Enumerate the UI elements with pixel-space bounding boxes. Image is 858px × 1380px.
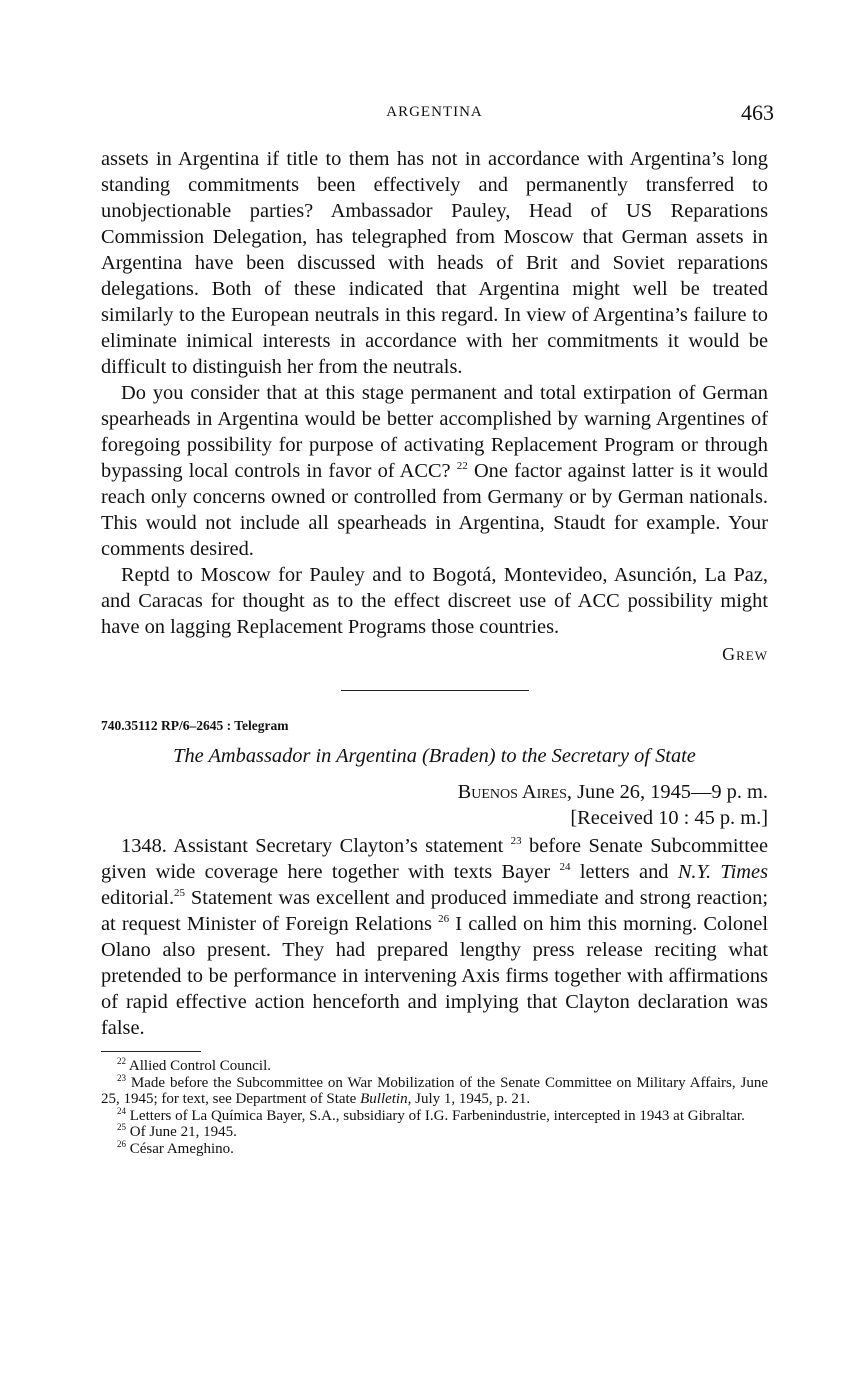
- footnote-ref-25: 25: [174, 887, 186, 899]
- footnote-text: Allied Control Council.: [126, 1058, 271, 1074]
- paragraph-text: Statement was excellent and produced immediate and strong reaction; at request Minister of Foreign Relations: [101, 887, 768, 935]
- file-reference: 740.35112 RP/6–2645 : Telegram: [101, 718, 289, 733]
- paragraph-text: letters and: [570, 861, 678, 883]
- footnote-25: [101, 1124, 768, 1141]
- footnote-22: [101, 1058, 768, 1075]
- footnote-text: Made before the Subcommittee on War Mobilization of the Senate Committee on Military Affairs, June 25, 1945; for text, see Department of State: [101, 1074, 768, 1107]
- nyt-title: N.Y. Times: [677, 861, 769, 883]
- telegram1-paragraph-2: [101, 380, 768, 562]
- page-number: 463: [741, 100, 774, 125]
- footnote-text: Letters of La Química Bayer, S.A., subsidiary of I.G. Farbenindustrie, intercepted in 1943 at Gibraltar.: [126, 1107, 745, 1124]
- paragraph-text: Do you consider that at this stage permanent and total extirpation of German spearheads in Argentina would be better accomplished by warning Argentines of foregoing possibility for purpose of activating Replacement Program or through bypassing local controls in favor of ACC?: [101, 382, 768, 482]
- paragraph-text: 1348. Assistant Secretary Clayton’s statement: [121, 835, 504, 857]
- footnote-number: 26: [117, 1138, 126, 1149]
- dateline: [101, 779, 768, 805]
- section-divider: [341, 690, 529, 691]
- body-text: [101, 146, 768, 1157]
- footnote-number: 23: [117, 1072, 126, 1083]
- footnote-number: 22: [117, 1056, 126, 1066]
- telegram2-body: [101, 833, 768, 1041]
- footnotes: [101, 1058, 768, 1157]
- running-title: ARGENTINA: [386, 104, 483, 120]
- paragraph-text: editorial.: [101, 887, 175, 909]
- footnote-24: [101, 1105, 768, 1125]
- footnote-26: [101, 1138, 768, 1158]
- footnote-text: July 1, 1945, p. 21.: [411, 1091, 531, 1107]
- footnote-ref-26: 26: [438, 913, 450, 925]
- footnote-text: Of June 21, 1945.: [126, 1124, 237, 1140]
- telegram1-paragraph-3: Reptd to Moscow for Pauley and to Bogotá, Montevideo, Asunción, La Paz, and Caracas for thought as to the effect discreet use of ACC possibility might have on lagging Replacement Programs those countries.: [101, 564, 768, 638]
- document-title: The Ambassador in Argentina (Braden) to the Secretary of State: [173, 745, 696, 767]
- footnote-ref-24: 24: [559, 861, 571, 873]
- footnote-number: 24: [117, 1105, 126, 1116]
- footnote-ref-22: 22: [456, 460, 468, 472]
- footnote-text: César Ameghino.: [126, 1140, 234, 1157]
- paragraph-text: I called on him this morning. Colonel Olano also present. They had prepared lengthy press release reciting what pretended to be performance in intervening Axis firms together with affirmations of rapid effective action henceforth and implying that Clayton declaration was false.: [101, 913, 768, 1039]
- received-time: [Received 10 : 45 p. m.]: [570, 807, 768, 829]
- telegram1-paragraph-1: assets in Argentina if title to them has not in accordance with Argentina’s long standing commitments been effectively and permanently transferred to unobjectionable parties? Ambassador Pauley, Head of US Reparations Commission Delegation, has telegraphed from Moscow that German assets in Argentina have been discussed with heads of Brit and Soviet reparations delegations. Both of these indicated that Argentina might well be treated similarly to the European neutrals in this regard. In view of Argentina’s failure to eliminate inimical interests in accordance with her commitments it would be difficult to distinguish her from the neutrals.: [101, 148, 768, 378]
- paragraph-text: One factor against latter is it would reach only concerns owned or controlled from Germany or by German nationals. This would not include all spearheads in Argentina, Staudt for example. Your comments desired.: [101, 460, 769, 560]
- footnote-rule: [101, 1051, 201, 1052]
- footnote-ref-23: 23: [510, 835, 522, 847]
- bulletin-title: Bulletin,: [360, 1091, 412, 1107]
- signature: Grew: [722, 644, 768, 664]
- paragraph-text: before Senate Subcommittee given wide coverage here together with texts Bayer: [101, 835, 768, 883]
- footnote-number: 25: [117, 1122, 126, 1132]
- dateline-place: Buenos Aires: [457, 781, 567, 803]
- dateline-date: , June 26, 1945—9 p. m.: [566, 781, 768, 803]
- running-head: [101, 100, 774, 128]
- footnote-23: [101, 1072, 768, 1108]
